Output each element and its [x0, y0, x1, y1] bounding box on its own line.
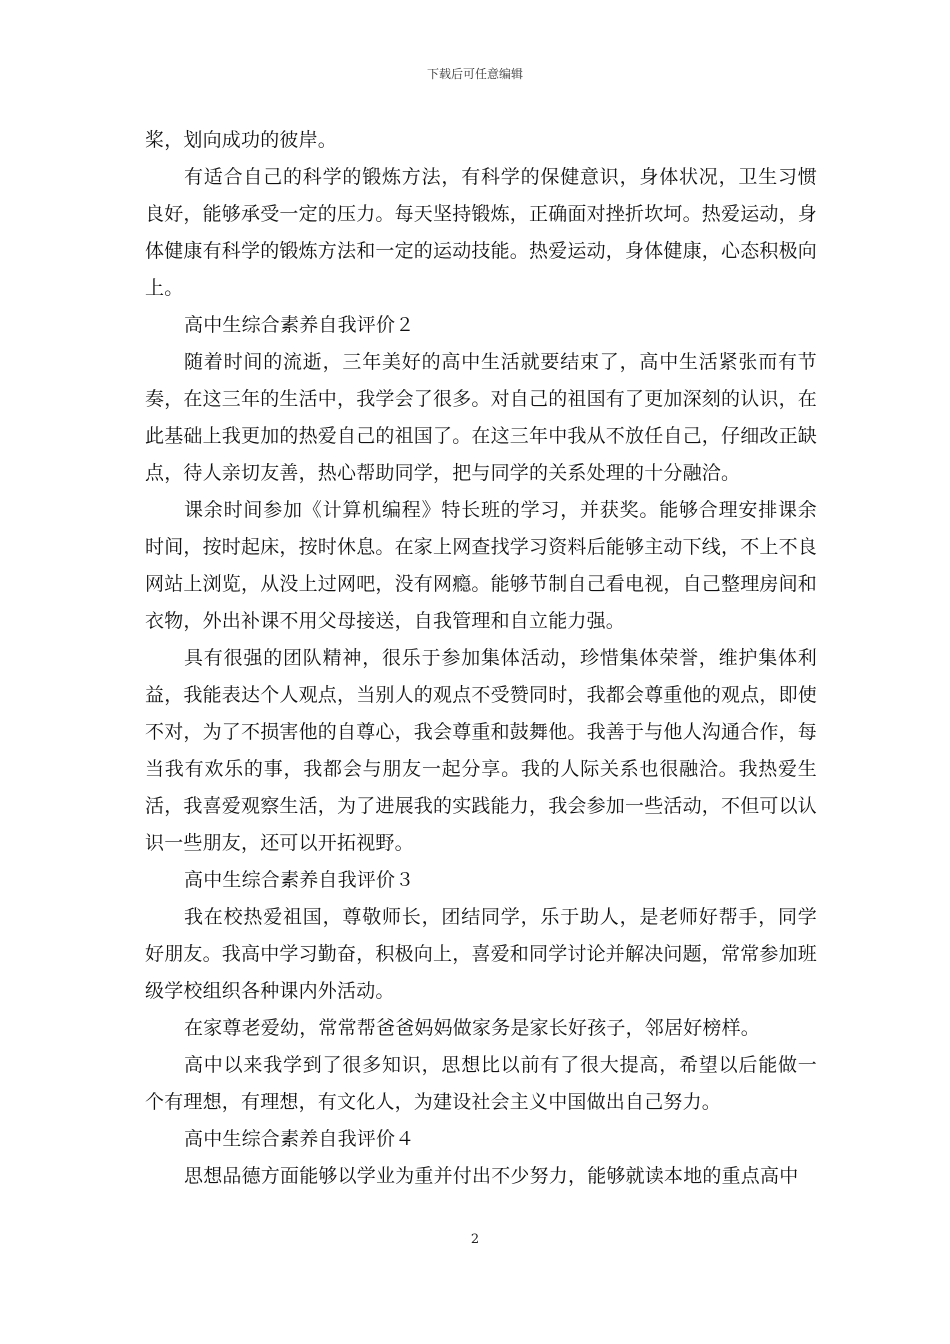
- page-number: 2: [470, 1232, 480, 1247]
- document-body: [145, 122, 817, 1195]
- paragraph: 有适合自己的科学的锻炼方法，有科学的保健意识，身体状况，卫生习惯良好，能够承受一定的压力。每天坚持锻炼，正确面对挫折坎坷。热爱运动，身体健康有科学的锻炼方法和一定的运动技能。热爱运动，身体健康，心态积极向上。: [145, 166, 818, 299]
- paragraph: 高中以来我学到了很多知识，思想比以前有了很大提高，希望以后能做一个有理想，有理想，有文化人，为建设社会主义中国做出自己努力。: [145, 1054, 817, 1113]
- page-header: 下载后可任意编辑: [426, 67, 523, 81]
- paragraph: 在家尊老爱幼，常常帮爸爸妈妈做家务是家长好孩子，邻居好榜样。: [184, 1017, 761, 1039]
- paragraph: 课余时间参加《计算机编程》特长班的学习，并获奖。能够合理安排课余时间，按时起床，按时休息。在家上网查找学习资料后能够主动下线，不上不良网站上浏览，从没上过网吧，没有网瘾。能够节制自己看电视，自己整理房间和衣物，外出补课不用父母接送，自我管理和自立能力强。: [145, 499, 818, 632]
- section-heading: 高中生综合素养自我评价４: [184, 1128, 415, 1150]
- section-heading: 高中生综合素养自我评价３: [184, 869, 415, 891]
- paragraph-continuation: 桨，划向成功的彼岸。: [145, 129, 338, 151]
- paragraph: 我在校热爱祖国，尊敬师长，团结同学，乐于助人，是老师好帮手，同学好朋友。我高中学习勤奋，积极向上，喜爱和同学讨论并解决问题，常常参加班级学校组织各种课内外活动。: [145, 906, 818, 1002]
- paragraph: 随着时间的流逝，三年美好的高中生活就要结束了，高中生活紧张而有节奏，在这三年的生活中，我学会了很多。对自己的祖国有了更加深刻的认识，在此基础上我更加的热爱自己的祖国了。在这三年中我从不放任自己，仔细改正缺点，待人亲切友善，热心帮助同学，把与同学的关系处理的十分融洽。: [145, 351, 818, 484]
- paragraph: 具有很强的团队精神，很乐于参加集体活动，珍惜集体荣誉，维护集体利益，我能表达个人观点，当别人的观点不受赞同时，我都会尊重他的观点，即使不对，为了不损害他的自尊心，我会尊重和鼓舞他。我善于与他人沟通合作，每当我有欢乐的事，我都会与朋友一起分享。我的人际关系也很融洽。我热爱生活，我喜爱观察生活，为了进展我的实践能力，我会参加一些活动，不但可以认识一些朋友，还可以开拓视野。: [145, 647, 818, 854]
- section-heading: 高中生综合素养自我评价２: [184, 314, 415, 336]
- paragraph: 思想品德方面能够以学业为重并付出不少努力，能够就读本地的重点高中: [184, 1165, 799, 1187]
